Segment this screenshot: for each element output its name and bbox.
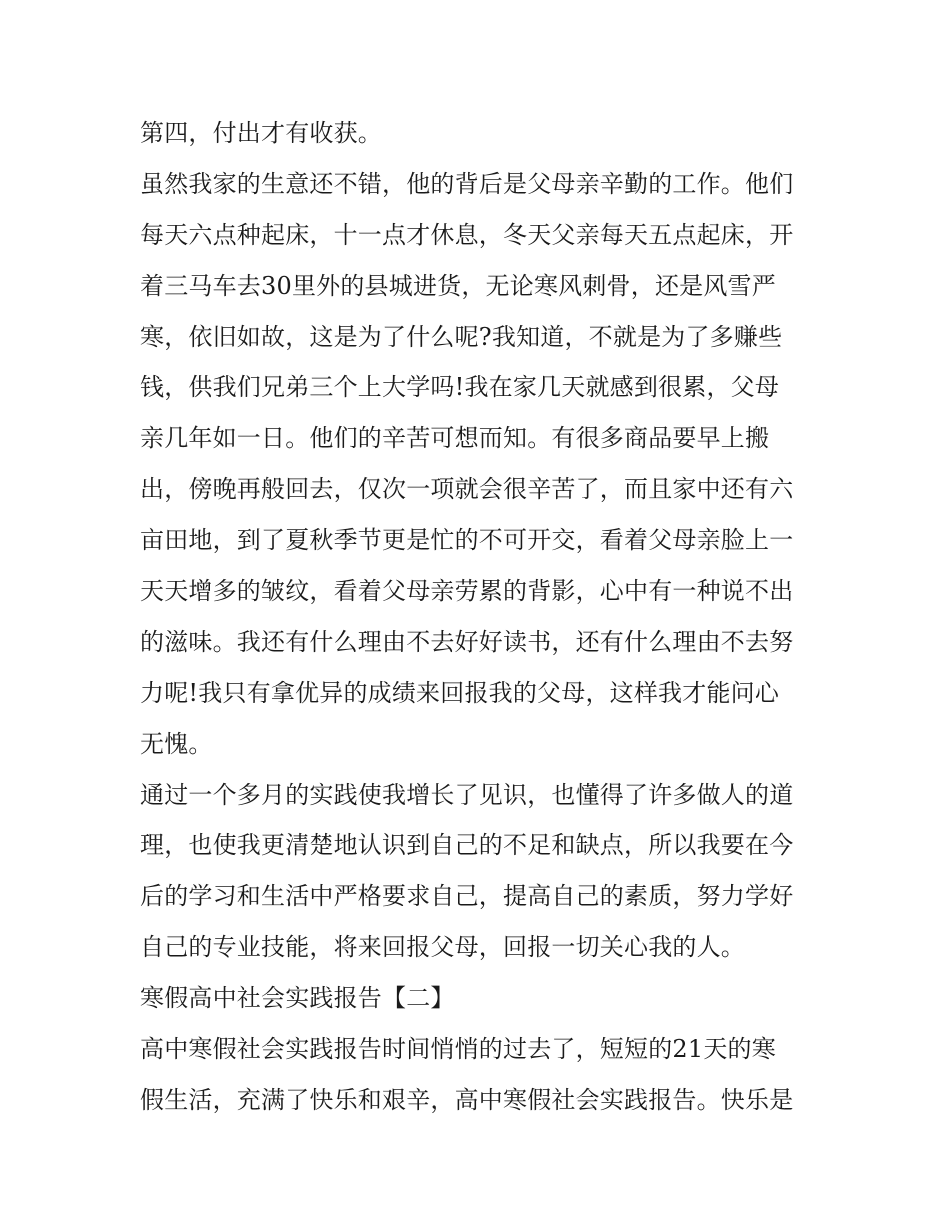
text-line: 亩田地，到了夏秋季节更是忙的不可开交，看着父母亲脸上一 — [140, 526, 794, 555]
text-line: 第四，付出才有收获。 — [140, 119, 382, 147]
text-line: 的滋味。我还有什么理由不去好好读书，还有什么理由不去努 — [140, 627, 794, 656]
text-line: 钱，供我们兄弟三个上大学吗!我在家几天就感到很累，父母 — [140, 373, 780, 402]
text-line: 出，傍晚再般回去，仅次一项就会很辛苦了，而且家中还有六 — [140, 475, 794, 504]
text-line: 无愧。 — [140, 729, 213, 758]
text-line: 每天六点种起床，十一点才休息，冬天父亲每天五点起床，开 — [140, 220, 794, 249]
text-line: 理，也使我更清楚地认识到自己的不足和缺点，所以我要在今 — [140, 831, 794, 860]
text-line: 假生活，充满了快乐和艰辛，高中寒假社会实践报告。快乐是 — [140, 1085, 794, 1114]
text-line: 高中寒假社会实践报告时间悄悄的过去了，短短的21天的寒 — [140, 1035, 776, 1064]
document-page — [140, 108, 820, 1126]
text-line: 力呢!我只有拿优异的成绩来回报我的父母，这样我才能问心 — [140, 678, 780, 707]
text-line: 着三马车去30里外的县城进货，无论寒风刺骨，还是风雪严 — [140, 271, 776, 300]
text-line: 通过一个多月的实践使我增长了见识，也懂得了许多做人的道 — [140, 780, 794, 809]
text-line: 虽然我家的生意还不错，他的背后是父母亲辛勤的工作。他们 — [140, 169, 794, 198]
text-line: 亲几年如一日。他们的辛苦可想而知。有很多商品要早上搬 — [140, 424, 770, 453]
text-line: 后的学习和生活中严格要求自己，提高自己的素质，努力学好 — [140, 882, 794, 911]
text-line: 寒，依旧如故，这是为了什么呢?我知道，不就是为了多赚些 — [140, 322, 783, 351]
text-line: 自己的专业技能，将来回报父母，回报一切关心我的人。 — [140, 933, 745, 962]
text-line: 天天增多的皱纹，看着父母亲劳累的背影，心中有一种说不出 — [140, 577, 794, 606]
section-heading: 寒假高中社会实践报告【二】 — [140, 984, 455, 1013]
